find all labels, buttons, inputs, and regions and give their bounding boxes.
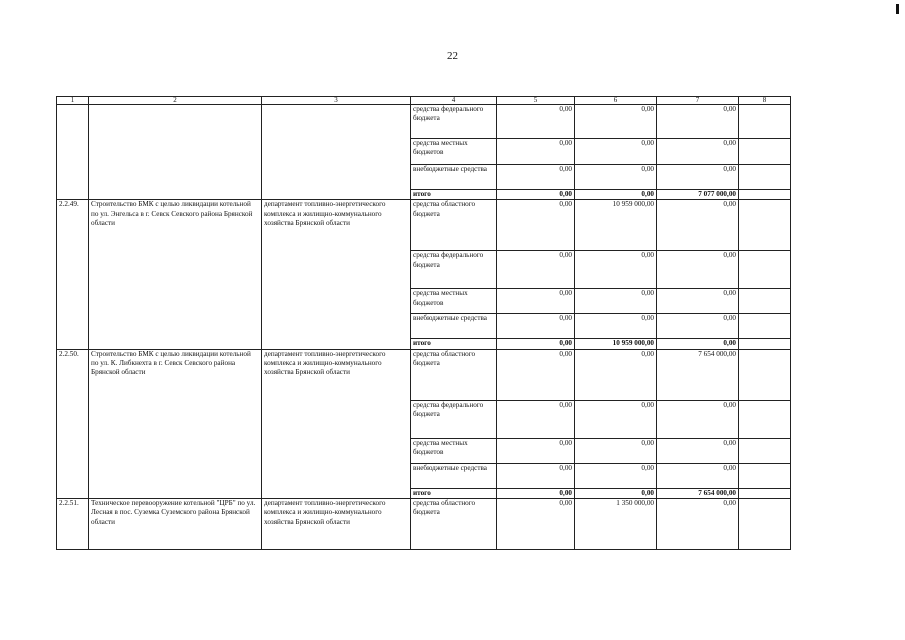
funding-source: средства областного бюджета: [411, 200, 497, 251]
amount-c6: 0,00: [575, 139, 657, 165]
amount-c7: 7 654 000,00: [657, 349, 739, 400]
amount-c8: [739, 463, 791, 488]
amount-c5: 0,00: [497, 400, 575, 438]
funding-source: средства местных бюджетов: [411, 289, 497, 314]
amount-c7: 0,00: [657, 463, 739, 488]
amount-c8: [739, 251, 791, 289]
amount-c6: 0,00: [575, 488, 657, 498]
amount-c8: [739, 488, 791, 498]
table-body: [57, 105, 791, 550]
amount-c8: [739, 499, 791, 550]
amount-c6: 10 959 000,00: [575, 200, 657, 251]
amount-c5: 0,00: [497, 165, 575, 190]
amount-c8: [739, 200, 791, 251]
column-header: 6: [575, 97, 657, 105]
amount-c7: 0,00: [657, 314, 739, 339]
amount-c6: 0,00: [575, 400, 657, 438]
amount-c7: 0,00: [657, 339, 739, 349]
amount-c7: 0,00: [657, 139, 739, 165]
item-name: Техническое перевооружение котельной "ЦРБ" по ул. Лесная в пос. Суземка Суземского района Брянской области: [89, 499, 262, 550]
funding-row: [57, 349, 791, 400]
amount-c7: 0,00: [657, 200, 739, 251]
amount-c7: 7 654 000,00: [657, 488, 739, 498]
column-header: 8: [739, 97, 791, 105]
item-name: Строительство БМК с целью ликвидации котельной по ул. К. Либкнехта в г. Севск Севского района Брянской области: [89, 349, 262, 498]
funding-row: [57, 200, 791, 251]
amount-c6: 0,00: [575, 349, 657, 400]
funding-source: средства областного бюджета: [411, 499, 497, 550]
page-number: 22: [447, 50, 458, 62]
column-number-row: [57, 97, 791, 105]
item-number: 2.2.49.: [57, 200, 89, 349]
amount-c8: [739, 400, 791, 438]
item-executor: департамент топливно-энергетического комплекса и жилищно-коммунального хозяйства Брянской области: [262, 200, 411, 349]
amount-c8: [739, 165, 791, 190]
amount-c5: 0,00: [497, 488, 575, 498]
funding-source: итого: [411, 488, 497, 498]
amount-c8: [739, 349, 791, 400]
amount-c8: [739, 139, 791, 165]
amount-c7: 0,00: [657, 438, 739, 463]
amount-c7: 0,00: [657, 499, 739, 550]
funding-source: итого: [411, 190, 497, 200]
funding-row: [57, 499, 791, 550]
item-number: [57, 105, 89, 200]
amount-c6: 0,00: [575, 165, 657, 190]
funding-row: [57, 105, 791, 139]
amount-c6: 0,00: [575, 190, 657, 200]
amount-c8: [739, 190, 791, 200]
item-executor: [262, 105, 411, 200]
budget-table: [56, 96, 791, 550]
amount-c6: 0,00: [575, 289, 657, 314]
amount-c8: [739, 289, 791, 314]
amount-c6: 10 959 000,00: [575, 339, 657, 349]
funding-source: средства местных бюджетов: [411, 139, 497, 165]
amount-c7: 7 077 000,00: [657, 190, 739, 200]
amount-c8: [739, 105, 791, 139]
funding-source: средства федерального бюджета: [411, 105, 497, 139]
amount-c7: 0,00: [657, 400, 739, 438]
column-header: 1: [57, 97, 89, 105]
amount-c6: 0,00: [575, 105, 657, 139]
amount-c7: 0,00: [657, 105, 739, 139]
amount-c5: 0,00: [497, 105, 575, 139]
amount-c5: 0,00: [497, 190, 575, 200]
funding-source: внебюджетные средства: [411, 314, 497, 339]
funding-source: итого: [411, 339, 497, 349]
amount-c8: [739, 314, 791, 339]
scan-edge-mark: [896, 4, 899, 14]
item-number: 2.2.51.: [57, 499, 89, 550]
funding-source: средства местных бюджетов: [411, 438, 497, 463]
amount-c6: 0,00: [575, 314, 657, 339]
amount-c5: 0,00: [497, 289, 575, 314]
item-executor: департамент топливно-энергетического комплекса и жилищно-коммунального хозяйства Брянской области: [262, 349, 411, 498]
funding-source: внебюджетные средства: [411, 165, 497, 190]
amount-c5: 0,00: [497, 251, 575, 289]
amount-c6: 1 350 000,00: [575, 499, 657, 550]
amount-c5: 0,00: [497, 438, 575, 463]
amount-c6: 0,00: [575, 463, 657, 488]
amount-c5: 0,00: [497, 463, 575, 488]
item-name: Строительство БМК с целью ликвидации котельной по ул. Энгельса в г. Севск Севского района Брянской области: [89, 200, 262, 349]
amount-c7: 0,00: [657, 289, 739, 314]
amount-c7: 0,00: [657, 251, 739, 289]
funding-source: средства федерального бюджета: [411, 251, 497, 289]
amount-c7: 0,00: [657, 165, 739, 190]
column-header: 3: [262, 97, 411, 105]
funding-source: средства областного бюджета: [411, 349, 497, 400]
column-header: 5: [497, 97, 575, 105]
amount-c6: 0,00: [575, 438, 657, 463]
amount-c6: 0,00: [575, 251, 657, 289]
column-header: 4: [411, 97, 497, 105]
amount-c8: [739, 339, 791, 349]
item-executor: департамент топливно-энергетического комплекса и жилищно-коммунального хозяйства Брянской области: [262, 499, 411, 550]
amount-c5: 0,00: [497, 499, 575, 550]
amount-c5: 0,00: [497, 314, 575, 339]
column-header: 7: [657, 97, 739, 105]
item-name: [89, 105, 262, 200]
item-number: 2.2.50.: [57, 349, 89, 498]
funding-source: средства федерального бюджета: [411, 400, 497, 438]
amount-c5: 0,00: [497, 339, 575, 349]
amount-c5: 0,00: [497, 200, 575, 251]
column-header: 2: [89, 97, 262, 105]
amount-c8: [739, 438, 791, 463]
amount-c5: 0,00: [497, 349, 575, 400]
funding-source: внебюджетные средства: [411, 463, 497, 488]
amount-c5: 0,00: [497, 139, 575, 165]
